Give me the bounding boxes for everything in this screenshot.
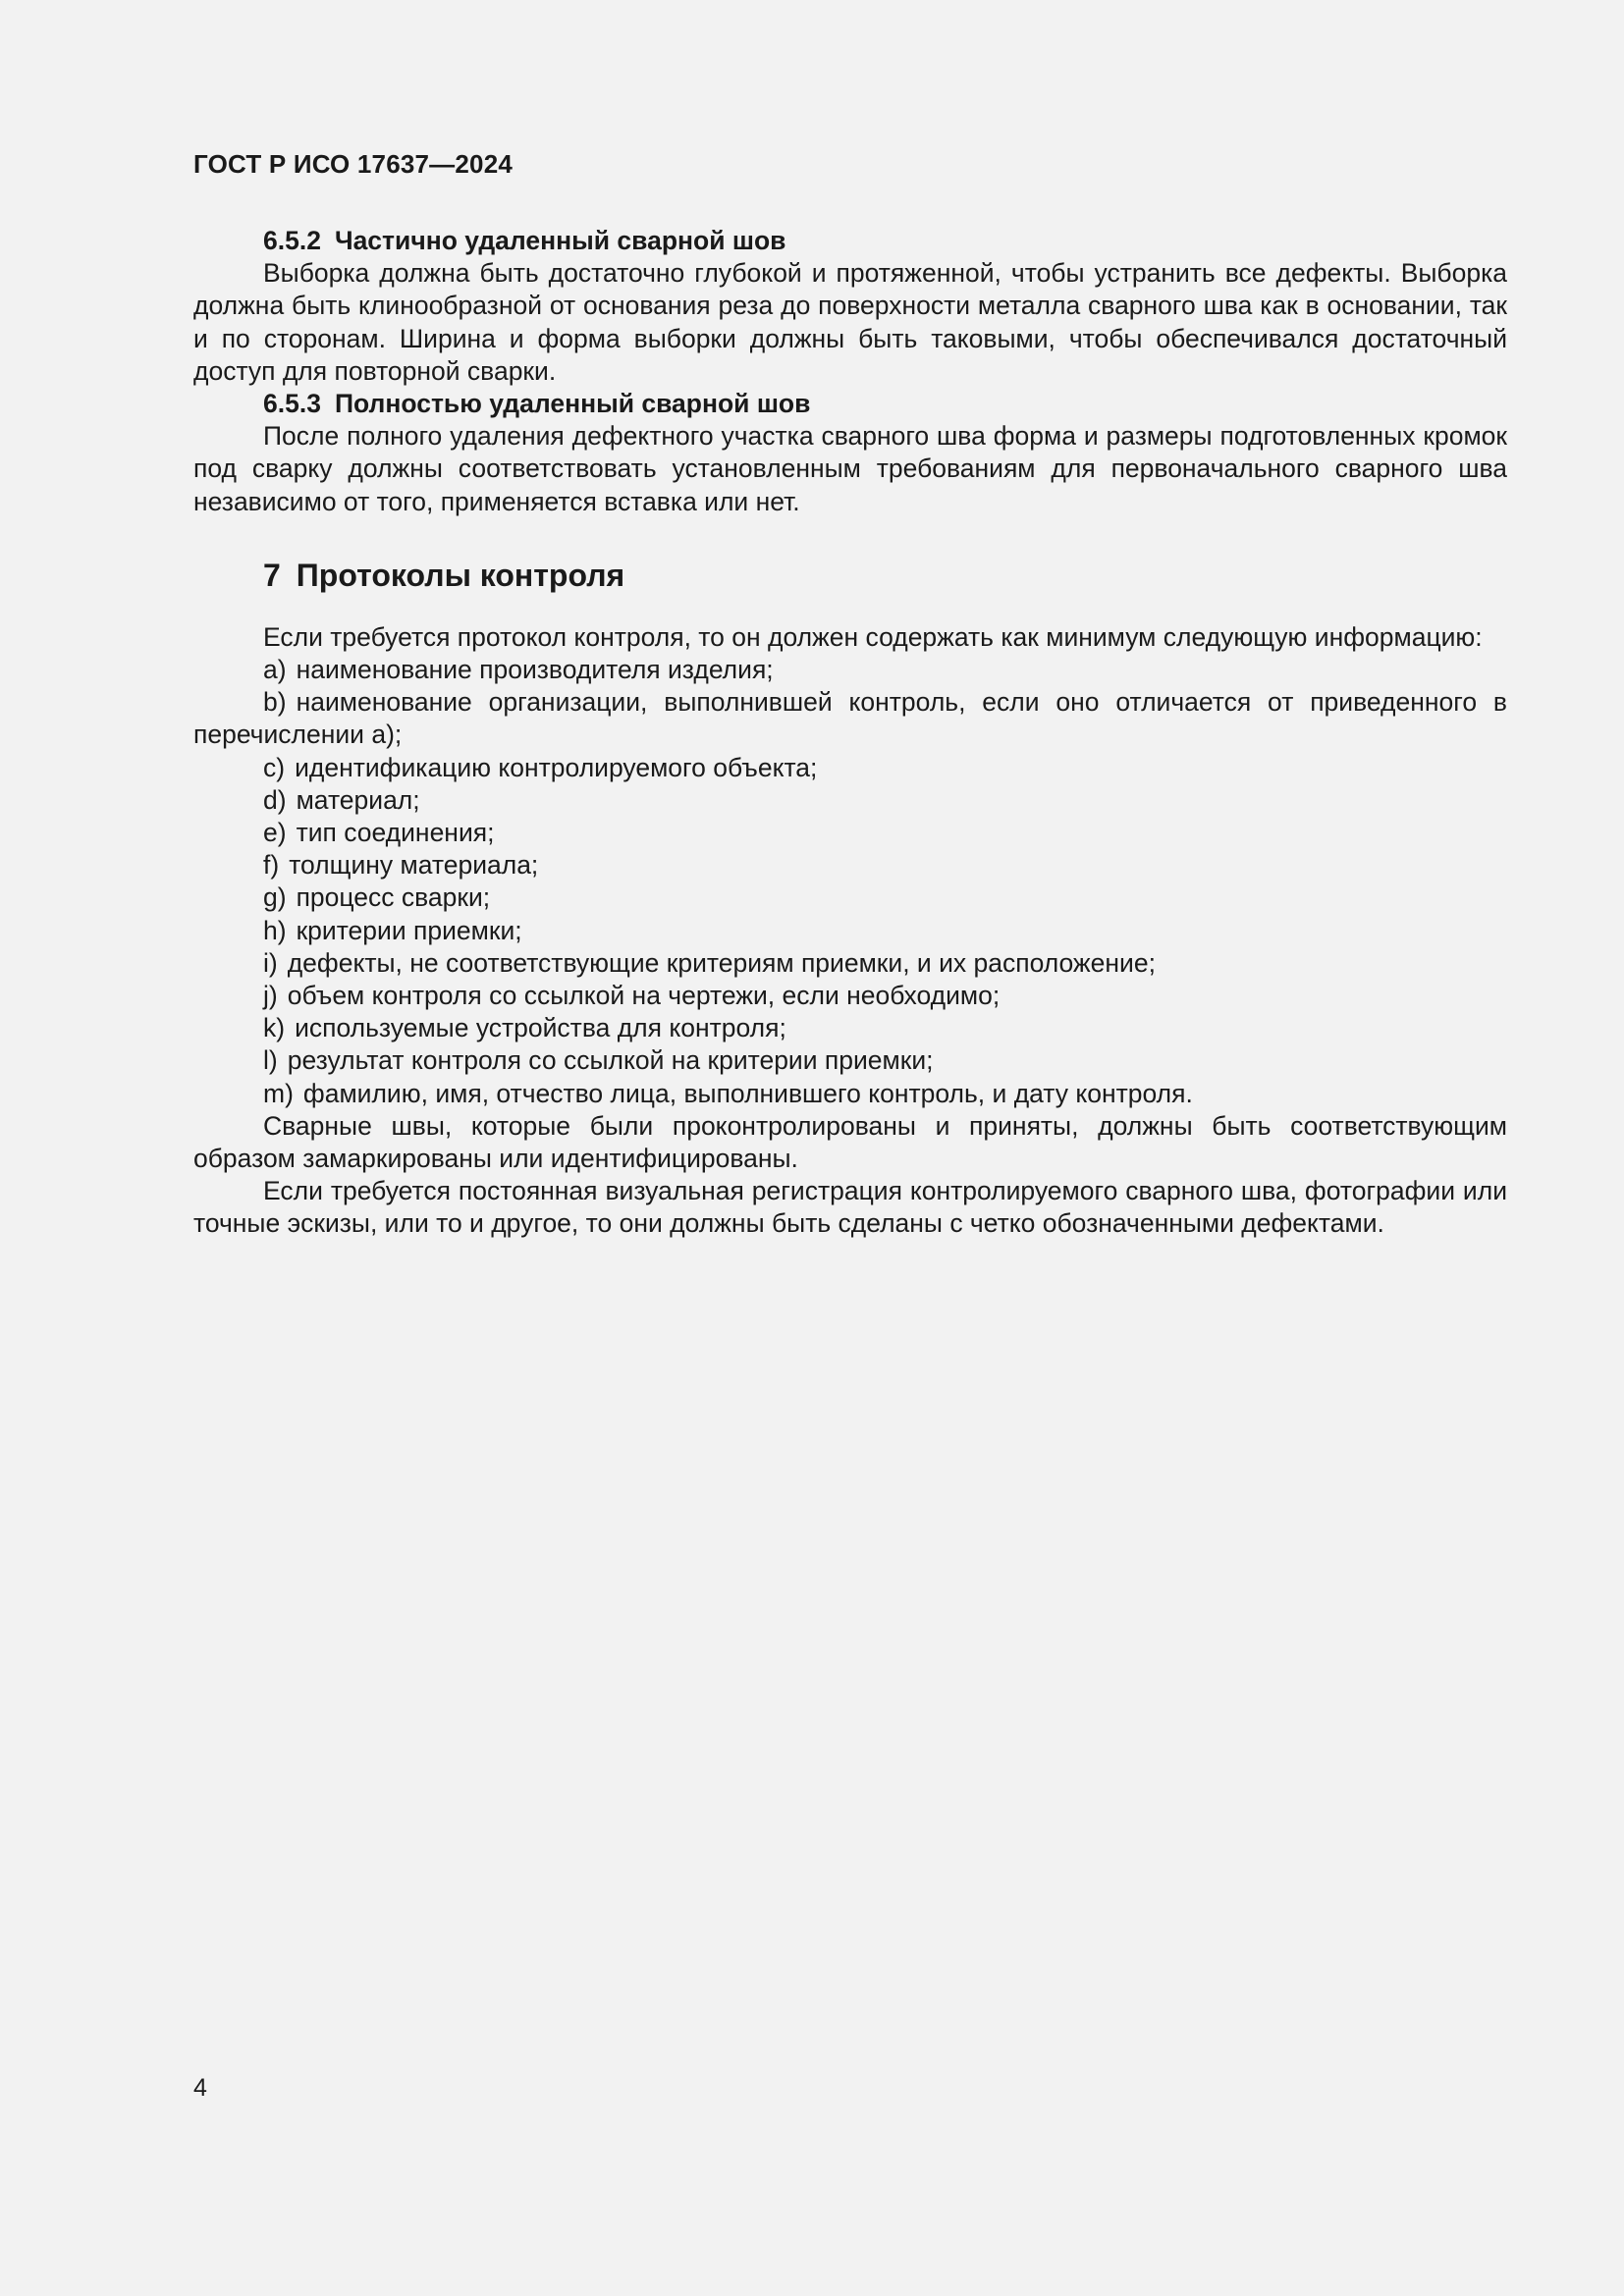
- list-item: [193, 1012, 1507, 1044]
- list-item-text: объем контроля со ссылкой на чертежи, если необходимо;: [287, 981, 1001, 1011]
- page-number: 4: [193, 2074, 207, 2102]
- list-item: [193, 980, 1507, 1012]
- list-item: [193, 1078, 1507, 1110]
- list-marker: f): [263, 850, 280, 881]
- list-item-text: идентификацию контролируемого объекта;: [295, 752, 818, 782]
- subsection-6-5-2-text: Выборка должна быть достаточно глубокой и протяженной, чтобы устранить все дефекты. Выборка должна быть клинообразной от основания реза до поверхности металла сварного шва как в основании, так и по сторонам. Ширина и форма выборки должны быть таковыми, чтобы обеспечивался достаточный доступ для повторной сварки.: [193, 258, 1507, 386]
- list-item-text: наименование производителя изделия;: [296, 655, 774, 685]
- list-item-text: материал;: [296, 784, 420, 815]
- list-marker: j): [263, 981, 278, 1011]
- list-item: [193, 881, 1507, 914]
- subsection-title: Частично удаленный сварной шов: [334, 226, 786, 255]
- list-item-text: используемые устройства для контроля;: [295, 1013, 786, 1043]
- section-7-heading: [193, 557, 1507, 594]
- list-item-text: дефекты, не соответствующие критериям приемки, и их расположение;: [287, 947, 1156, 978]
- section-7-visual-record-paragraph: Если требуется постоянная визуальная регистрация контролируемого сварного шва, фотографии или точные эскизы, или то и другое, то они должны быть сделаны с четко обозначенными дефектами.: [193, 1176, 1507, 1239]
- list-item-text: толщину материала;: [289, 850, 539, 881]
- section-7-intro: Если требуется протокол контроля, то он должен содержать как минимум следующую информацию:: [263, 621, 1483, 652]
- section-7-marking-paragraph: Сварные швы, которые были проконтролированы и приняты, должны быть соответствующим образом замаркированы или идентифицированы.: [193, 1110, 1507, 1174]
- list-item: [193, 915, 1507, 947]
- section-number: 7: [263, 557, 281, 593]
- list-item: [193, 849, 1507, 881]
- document-body: [193, 225, 1507, 1241]
- section-title: Протоколы контроля: [296, 557, 625, 593]
- subsection-number: 6.5.3: [263, 389, 321, 419]
- list-marker: e): [263, 818, 287, 848]
- subsection-6-5-3-text: После полного удаления дефектного участка сварного шва форма и размеры подготовленных кромок под сварку должны соответствовать установленным требованиям для первоначального сварного шва независимо от того, применяется вставка или нет.: [193, 421, 1507, 516]
- document-code-header: ГОСТ Р ИСО 17637—2024: [193, 149, 514, 179]
- subsection-6-5-2-heading: [193, 225, 1507, 257]
- list-item-text: критерии приемки;: [296, 915, 522, 945]
- list-item-text: тип соединения;: [296, 818, 495, 848]
- list-item: [193, 752, 1507, 784]
- list-marker: c): [263, 752, 286, 782]
- list-item-text: процесс сварки;: [296, 882, 491, 913]
- list-item: [193, 686, 1507, 751]
- list-marker: m): [263, 1078, 294, 1108]
- list-item-text: результат контроля со ссылкой на критерии приемки;: [287, 1045, 934, 1076]
- list-marker: a): [263, 655, 287, 685]
- list-marker: g): [263, 882, 287, 913]
- list-item: [193, 784, 1507, 817]
- list-marker: k): [263, 1013, 286, 1043]
- list-marker: b): [263, 687, 287, 718]
- subsection-title: Полностью удаленный сварной шов: [334, 389, 811, 419]
- list-marker: i): [263, 947, 278, 978]
- list-marker: h): [263, 915, 287, 945]
- subsection-6-5-3-heading: [193, 388, 1507, 420]
- list-item: [193, 1044, 1507, 1077]
- list-marker: d): [263, 784, 287, 815]
- list-item: [193, 817, 1507, 849]
- report-items-list: [193, 654, 1507, 1110]
- list-item: [193, 654, 1507, 686]
- list-item-text: наименование организации, выполнившей контроль, если оно отличается от приведенного в перечислении а);: [193, 687, 1507, 750]
- list-item-text: фамилию, имя, отчество лица, выполнившего контроль, и дату контроля.: [302, 1078, 1193, 1108]
- list-marker: l): [263, 1045, 278, 1076]
- list-item: [193, 947, 1507, 980]
- subsection-number: 6.5.2: [263, 226, 321, 255]
